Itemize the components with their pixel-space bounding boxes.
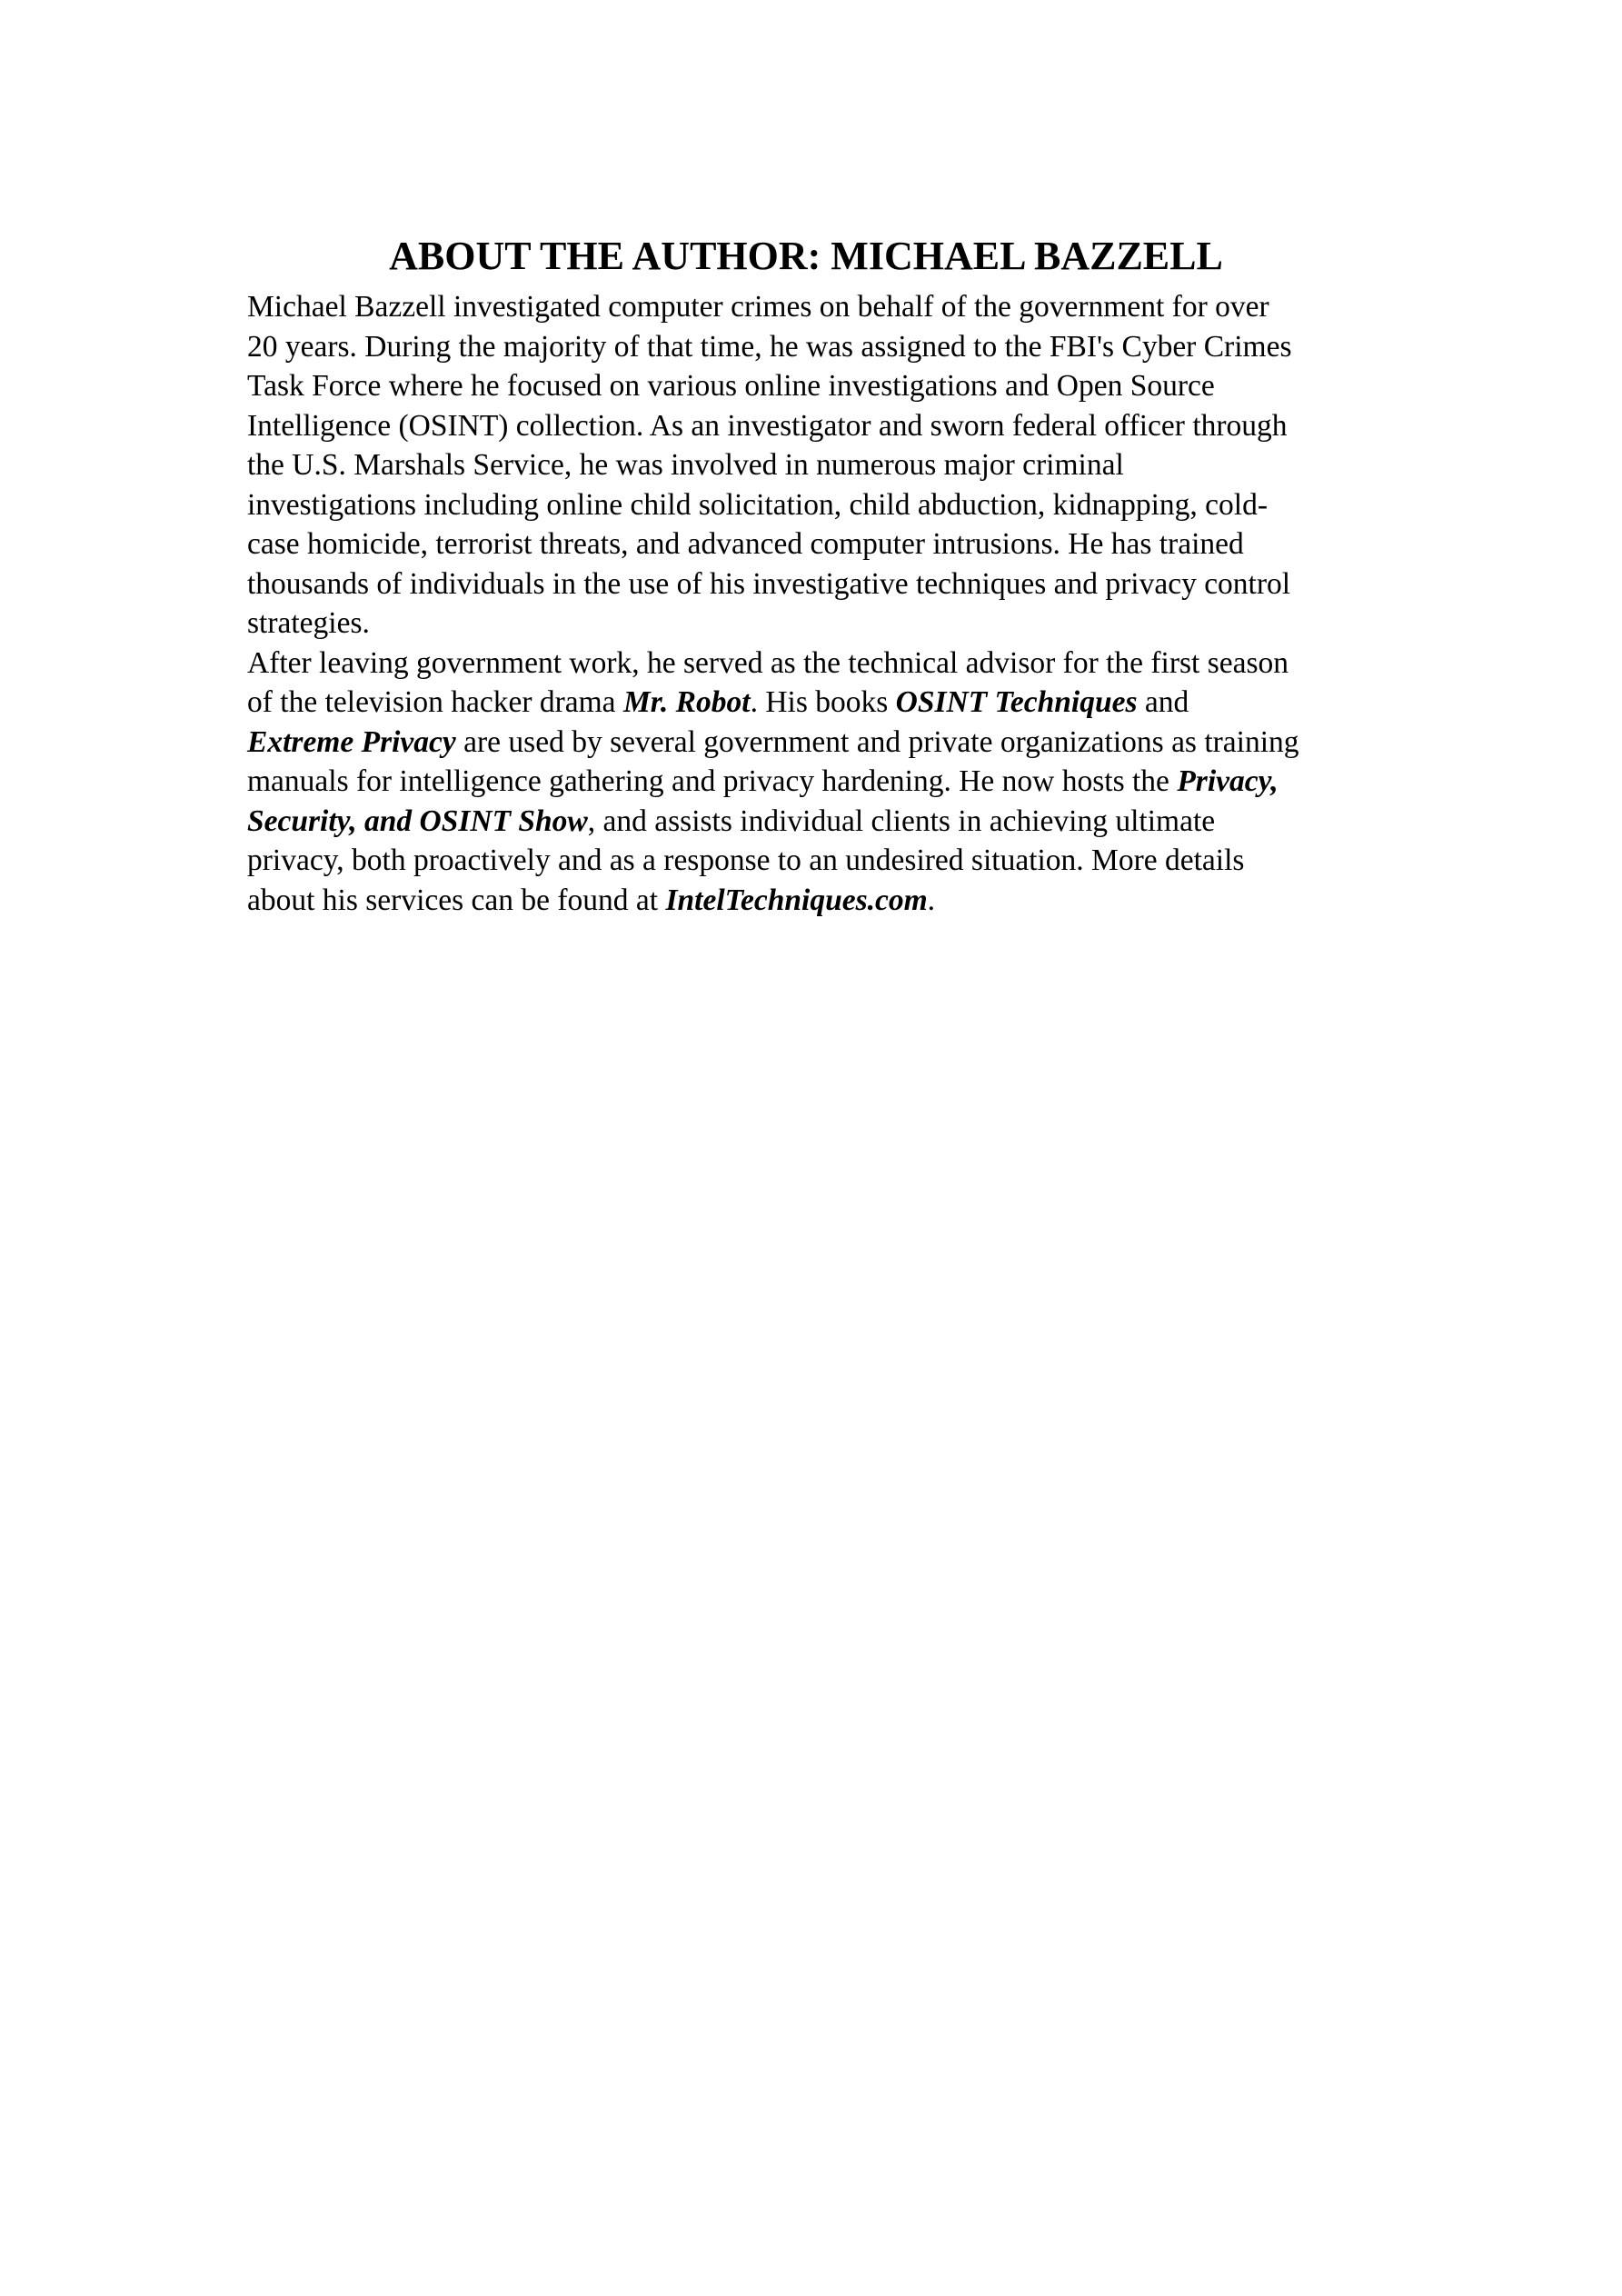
document-page	[247, 227, 1383, 920]
text-segment: of the television hacker drama	[247, 685, 623, 719]
show-title-mr-robot: Mr. Robot	[622, 685, 751, 719]
show-title-part-1: Privacy,	[1177, 764, 1279, 798]
text-line: case homicide, terrorist threats, and advanced computer intrusions. He has trained	[247, 527, 1244, 561]
text-segment: are used by several government and private organizations as training	[455, 724, 1299, 759]
text-line: strategies.	[247, 606, 370, 640]
text-line: Task Force where he focused on various online investigations and Open Source	[247, 369, 1215, 403]
text-line: Michael Bazzell investigated computer crimes on behalf of the government for over	[247, 290, 1269, 324]
text-line: 20 years. During the majority of that time, he was assigned to the FBI's Cyber Crimes	[247, 329, 1292, 364]
text-line: thousands of individuals in the use of his investigative techniques and privacy control	[247, 566, 1291, 601]
text-segment: about his services can be found at	[247, 883, 666, 917]
text-line: After leaving government work, he served as the technical advisor for the first season	[247, 645, 1289, 680]
bio-paragraph-1	[247, 287, 1383, 644]
text-line: Intelligence (OSINT) collection. As an investigator and sworn federal officer through	[247, 408, 1288, 443]
text-segment: , and assists individual clients in achieving ultimate	[587, 804, 1216, 838]
website-name: IntelTechniques.com	[665, 883, 928, 917]
show-title-part-2: Security, and OSINT Show	[247, 804, 588, 838]
text-line: investigations including online child solicitation, child abduction, kidnapping, cold-	[247, 487, 1269, 522]
text-segment: . His books	[750, 685, 896, 719]
text-segment: and	[1137, 685, 1189, 719]
text-segment: .	[927, 883, 936, 917]
text-line: privacy, both proactively and as a response to an undesired situation. More details	[247, 844, 1245, 877]
book-title-extreme-privacy: Extreme Privacy	[247, 724, 456, 759]
text-line: the U.S. Marshals Service, he was involved in numerous major criminal	[247, 448, 1124, 482]
bio-paragraph-2	[247, 644, 1383, 921]
text-segment: manuals for intelligence gathering and privacy hardening. He now hosts the	[247, 764, 1178, 798]
page-title: ABOUT THE AUTHOR: MICHAEL BAZZELL	[389, 234, 1223, 278]
book-title-osint-techniques: OSINT Techniques	[895, 685, 1138, 719]
